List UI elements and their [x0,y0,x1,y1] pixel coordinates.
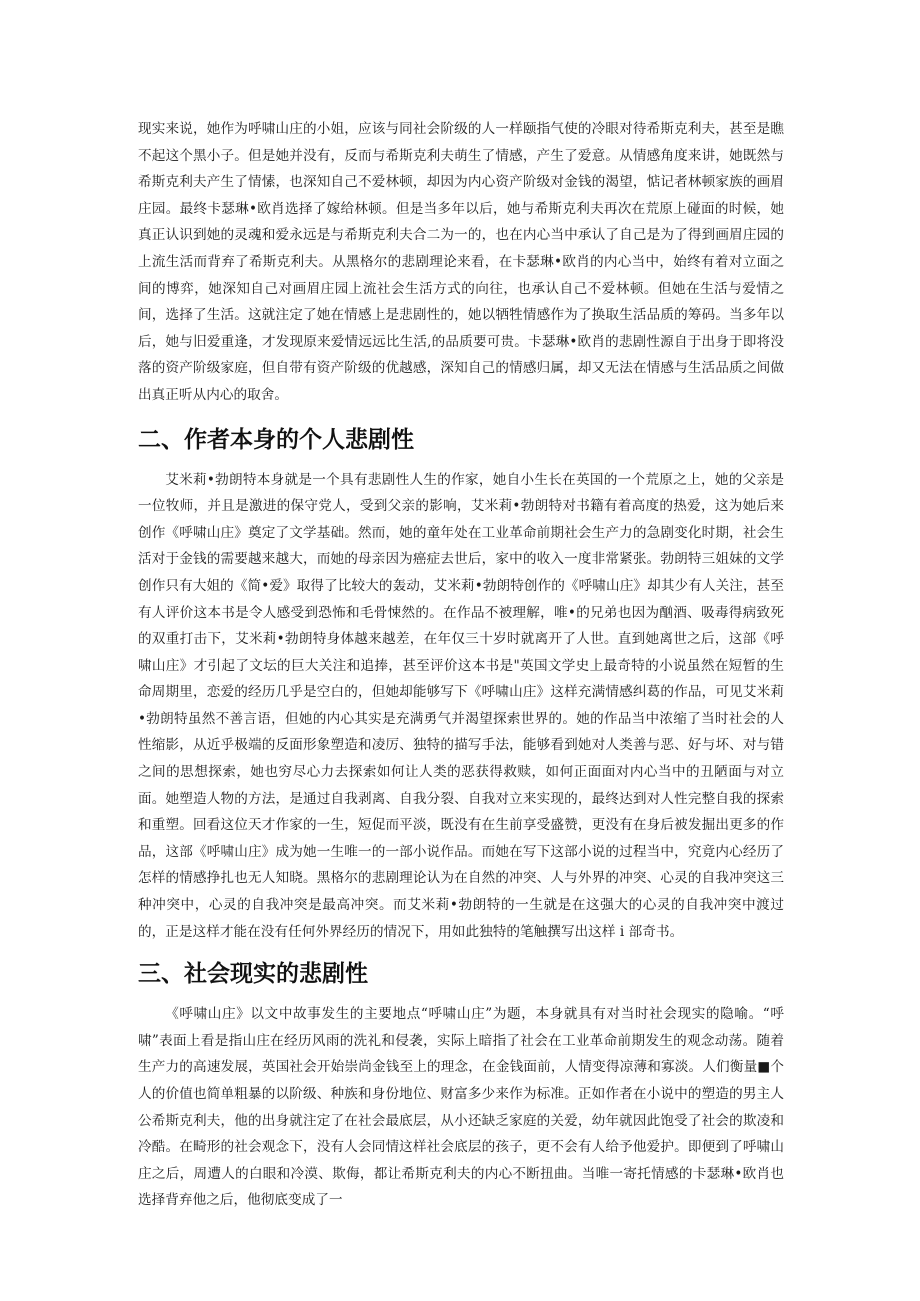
author-tragedy-paragraph: 艾米莉•勃朗特本身就是一个具有悲剧性人生的作家，她自小生长在英国的一个荒原之上，她的父亲是一位牧师，并且是激进的保守党人，受到父亲的影响，艾米莉•勃朗特对书籍有着高度的热爱，这为她后来创作《呼啸山庄》奠定了文学基础。然而，她的童年处在工业革命前期社会生产力的急剧变化时期，社会生活对于金钱的需要越来越大，而她的母亲因为癌症去世后，家中的收入一度非常紧张。勃朗特三姐妹的文学创作只有大姐的《简•爱》取得了比较大的轰动，艾米莉•勃朗特创作的《呼啸山庄》却其少有人关注，甚至有人评价这本书是令人感受到恐怖和毛骨悚然的。在作品不被理解，唯•的兄弟也因为酗酒、吸毒得病致死的双重打击下，艾米莉•勃朗特身体越来越差，在年仅三十岁时就离开了人世。直到她离世之后，这部《呼啸山庄》才引起了文坛的巨大关注和追捧，甚至评价这本书是"英国文学史上最奇特的小说虽然在短暂的生命周期里，恋爱的经历几乎是空白的，但她却能够写下《呼啸山庄》这样充满情感纠葛的作品，可见艾米莉•勃朗特虽然不善言语，但她的内心其实是充满勇气并渴望探索世界的。她的作品当中浓缩了当时社会的人性缩影，从近乎极端的反面形象塑造和凌厉、独特的描写手法，能够看到她对人类善与恶、好与坏、对与错之间的思想探索，她也穷尽心力去探索如何让人类的恶获得救赎，如何正面面对内心当中的丑陋面与对立面。她塑造人物的方法，是通过自我剥离、自我分裂、自我对立来实现的，最终达到对人性完整自我的探索和重塑。回看这位天才作家的一生，短促而平淡，既没有在生前享受盛赞，更没有在身后被发掘出更多的作品，这部《呼啸山庄》成为她一生唯一的一部小说作品。而她在写下这部小说的过程当中，究竟内心经历了怎样的情感挣扎也无人知晓。黑格尔的悲剧理论认为在自然的冲突、人与外界的冲突、心灵的自我冲突这三种冲突中，心灵的自我冲突是最高冲突。而艾米莉•勃朗特的一生就是在这强大的心灵的自我冲突中渡过的，正是这样才能在没有任何外界经历的情况下，用如此独特的笔触撰写出这样 i 部奇书。 [138,471,784,940]
social-reality-paragraph: 《呼啸山庄》以文中故事发生的主要地点“呼啸山庄”为题，本身就具有对当时社会现实的隐喻。“呼啸”表面上看是指山庄在经历风雨的洗礼和侵袭，实际上暗指了社会在工业革命前期发生的观念动荡。随着生产力的高速发展，英国社会开始崇尚金钱至上的理念，在金钱面前，人情变得凉薄和寡淡。人们衡量■个人的价值也简单粗暴的以阶级、种族和身份地位、财富多少来作为标准。正如作者在小说中的塑造的男主人公希斯克利夫，他的出身就注定了在社会最底层，从小还缺乏家庭的关爱，幼年就因此饱受了社会的欺凌和冷酷。在畸形的社会观念下，没有人会同情这样社会底层的孩子，更不会有人给予他爱护。即便到了呼啸山庄之后，周遭人的白眼和冷漠、欺侮，都让希斯克利夫的内心不断扭曲。当唯一寄托情感的卡瑟琳•欧肖也选择背弃他之后，他彻底变成了一 [138,1006,784,1209]
intro-paragraph: 现实来说，她作为呼啸山庄的小姐，应该与同社会阶级的人一样颐指气使的冷眼对待希斯克利夫，甚至是瞧不起这个黑小子。但是她并没有，反而与希斯克利夫萌生了情感，产生了爱意。从情感角度来讲，她既然与希斯克利夫产生了情愫，也深知自己不爱林顿，却因为内心资产阶级对金钱的渴望，惦记者林顿家族的画眉庄园。最终卡瑟琳•欧肖选择了嫁给林顿。但是当多年以后，她与希斯克利夫再次在荒原上碰面的时候，她真正认识到她的灵魂和爱永远是与希斯克利夫合二为一的，也在内心当中承认了自己是为了得到画眉庄园的上流生活而背弃了希斯克利夫。从黑格尔的悲剧理论来看，在卡瑟琳•欧肖的内心当中，始终有着对立面之间的博弈，她深知自己对画眉庄园上流社会生活方式的向往，也承认自己不爱林顿。但她在生活与爱情之间，选择了生活。这就注定了她在情感上是悲剧性的，她以牺牲情感作为了换取生活品质的筹码。当多年以后，她与旧爱重逢，才发现原来爱情远远比生活,的品质要可贵。卡瑟琳•欧肖的悲剧性源自于出身于即将没落的资产阶级家庭，但自带有资产阶级的优越感，深知自己的情感归属，却又无法在情感与生活品质之间做出真正听从内心的取舍。 [138,121,784,403]
section-heading-author-tragedy: 二、作者本身的个人悲剧性 [138,426,414,453]
document-page [138,116,784,1214]
section-heading-social-reality: 三、社会现实的悲剧性 [138,961,368,988]
